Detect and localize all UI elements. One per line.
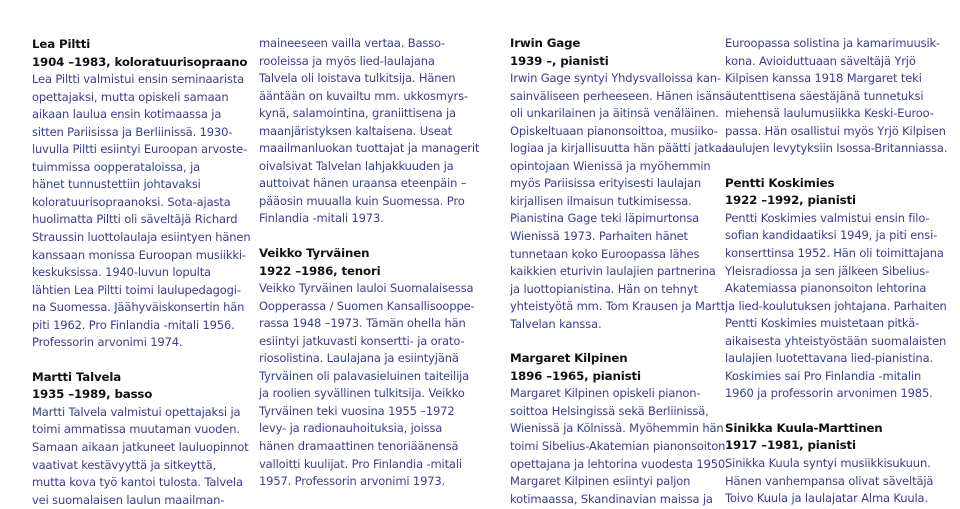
body-line: sainväliseen perheeseen. Hänen isänsä (510, 88, 732, 103)
body-line: Koskimies sai Pro Finlandia -mitalin (725, 368, 922, 383)
body-line: esiintyi jatkuvasti konsertti- ja orato- (259, 333, 465, 348)
bio-years: 1939 –, pianisti (510, 53, 609, 68)
body-line: kanssaan monissa Euroopan musiikki- (32, 247, 246, 262)
bio-lea-piltti (32, 36, 251, 352)
bio-body (259, 35, 480, 228)
body-line: kaikkien eturivin laulajien partnerina (510, 264, 716, 279)
body-line: Wienissä 1973. Parhaiten hänet (510, 229, 688, 244)
body-line: aikaisesta yhteistyöstään suomalaisten (725, 333, 947, 348)
body-line: Opiskeltuaan pianonsoittoa, musiiko- (510, 123, 718, 138)
body-line: Pianistina Gage teki läpimurtonsa (510, 211, 700, 226)
body-line: 1960 ja professorin arvonimen 1985. (725, 386, 933, 401)
bio-irwin-gage (510, 35, 732, 333)
bio-margaret-kilpinen-continued (725, 35, 948, 158)
body-line: Professorin arvonimi 1974. (32, 335, 183, 350)
body-line: Finlandia -mitali 1973. (259, 211, 384, 226)
body-line: keskuksissa. 1940-luvun lopulta (32, 265, 211, 280)
body-line: toimi ammatissa muutaman vuoden. (32, 422, 240, 437)
body-line: hänet tunnustettiin johtavaksi (32, 177, 201, 192)
body-line: lähtien Lea Piltti toimi laulupedagogi- (32, 282, 241, 297)
body-line: ja roolien syvällinen tulkitsija. Veikko (259, 386, 465, 401)
bio-body (510, 70, 732, 333)
bio-margaret-kilpinen (510, 350, 729, 508)
body-line: Pentti Koskimies valmistui ensin filo- (725, 210, 930, 225)
bio-martti-talvela-continued (259, 35, 480, 228)
body-line: Pentti Koskimies muistetaan pitkä- (725, 316, 920, 331)
bio-years: 1922 –1992, pianisti (725, 193, 856, 208)
bio-sinikka-kuula-marttinen (725, 420, 940, 508)
bio-body (510, 385, 729, 508)
body-line: na Suomessa. Jäähyväiskonsertin hän (32, 300, 245, 315)
body-line: Talvela oli loistava tulkitsija. Hänen (259, 71, 456, 86)
bio-name: Margaret Kilpinen (510, 351, 628, 366)
body-line: maailmanluokan tuottajat ja managerit (259, 141, 480, 156)
body-line: Sinikka Kuula syntyi musiikkisukuun. (725, 456, 931, 471)
body-line: vei suomalaisen laulun maailman- (32, 492, 225, 507)
body-line: logiaa ja kirjallisuutta hän päätti jatkaa (510, 141, 729, 156)
bio-body (725, 210, 947, 403)
body-line: opintojaan Wienissä ja myöhemmin (510, 158, 711, 173)
body-line: Euroopassa solistina ja kamarimuusik- (725, 36, 941, 50)
body-line: ja luottopianistina. Hän on tehnyt (510, 281, 698, 296)
bio-body (32, 404, 249, 509)
bio-body (32, 71, 251, 352)
body-line: kona. Avioiduttuaan säveltäjä Yrjö (725, 53, 916, 68)
body-line: Tyrväinen teki vuosina 1955 –1972 (259, 403, 455, 418)
body-line: soittoa Helsingissä sekä Berliinissä, (510, 403, 709, 418)
bio-body (259, 280, 475, 491)
body-line: autenttisena säestäjänä tunnetuksi (725, 88, 924, 103)
body-line: passa. Hän osallistui myös Yrjö Kilpisen (725, 123, 946, 138)
bio-veikko-tyrvainen (259, 245, 475, 491)
body-line: oivalsivat Talvelan lahjakkuuden ja (259, 158, 454, 173)
body-line: vaativat kestävyyttä ja sitkeyttä, (32, 457, 216, 472)
bio-name: Martti Talvela (32, 369, 122, 384)
body-line: Margaret Kilpinen opiskeli pianon- (510, 386, 701, 401)
body-line: kirjallisen ilmaisun tutkimisessa. (510, 193, 692, 208)
bio-body (725, 455, 940, 508)
body-line: laulujen levytyksiin Isossa-Britanniassa. (725, 141, 948, 156)
body-line: Oopperassa / Suomen Kansallisooppe- (259, 298, 475, 313)
body-line: Kilpisen kanssa 1918 Margaret teki (725, 71, 922, 86)
body-line: sofian kandidaatiksi 1949, ja piti ensi- (725, 228, 938, 243)
body-line: maanjäristyksen kaltaisena. Useat (259, 123, 452, 138)
body-line: rassa 1948 –1973. Tämän ohella hän (259, 316, 466, 331)
body-line: Tyrväinen oli palavasieluinen taiteilija (259, 368, 470, 383)
body-line: opettajaksi, mutta opiskeli samaan (32, 89, 229, 104)
body-line: Lea Piltti valmistui ensin seminaarista (32, 72, 244, 87)
body-line: rooleissa ja myös lied-laulajana (259, 53, 435, 68)
body-line: huolimatta Piltti oli säveltäjä Richard (32, 212, 238, 227)
bio-body (725, 35, 948, 158)
body-line: sitten Pariisissa ja Berliinissä. 1930- (32, 124, 233, 139)
body-line: hänen dramaattinen tenoriäänensä (259, 439, 459, 454)
body-line: yhteistyötä mm. Tom Krausen ja Martti (510, 299, 728, 314)
body-line: oli unkarilainen ja äitinsä venäläinen. (510, 106, 719, 121)
body-line: Talvelan kanssa. (510, 316, 602, 331)
body-line: Veikko Tyrväinen lauloi Suomalaisessa (259, 281, 474, 296)
column-1 (32, 0, 251, 509)
body-line: toimi Sibelius-Akatemian pianonsoiton (510, 439, 726, 454)
bio-name: Pentti Koskimies (725, 175, 835, 190)
body-line: koloratuurisopraanoksi. Sota-ajasta (32, 194, 231, 209)
body-line: Hänen vanhempansa olivat säveltäjä (725, 473, 934, 488)
bio-martti-talvela (32, 369, 249, 509)
bio-years: 1935 –1989, basso (32, 387, 153, 402)
body-line: Straussin luottolaulaja esiintyen hänen (32, 230, 251, 245)
column-4 (725, 0, 948, 508)
body-line: luvulla Piltti esiintyi Euroopan arvoste- (32, 142, 248, 157)
body-line: Toivo Kuula ja laulajatar Alma Kuula. (725, 491, 928, 506)
body-line: kotimaassa, Skandinavian maissa ja (510, 491, 713, 506)
body-line: ja lied-koulutuksen johtajana. Parhaiten (725, 298, 947, 313)
bio-years: 1917 –1981, pianisti (725, 438, 856, 453)
body-line: levy- ja radionauhoituksia, joissa (259, 421, 443, 436)
column-3 (510, 0, 732, 508)
body-line: Margaret Kilpinen esiintyi paljon (510, 474, 691, 489)
bio-name: Lea Piltti (32, 37, 91, 51)
bio-years: 1896 –1965, pianisti (510, 368, 641, 383)
body-line: kynä, salamointina, graniittisena ja (259, 106, 456, 121)
body-line: Wienissä ja Kölnissä. Myöhemmin hän (510, 421, 724, 436)
body-line: opettajana ja lehtorina vuodesta 1950. (510, 456, 729, 471)
body-line: aikaan laulua ensin kotimaassa ja (32, 107, 222, 122)
body-line: piti 1962. Pro Finlandia -mitali 1956. (32, 317, 235, 332)
body-line: 1957. Professorin arvonimi 1973. (259, 474, 446, 489)
bio-years: 1922 –1986, tenori (259, 263, 381, 278)
body-line: tuimmissa oopperataloissa, ja (32, 159, 201, 174)
body-line: Yleisradiossa ja sen jälkeen Sibelius- (725, 263, 930, 278)
body-line: konserttinsa 1952. Hän oli toimittajana (725, 246, 944, 261)
body-line: pääosin muualla kuin Suomessa. Pro (259, 193, 465, 208)
body-line: Martti Talvela valmistui opettajaksi ja (32, 404, 241, 419)
body-line: Akatemiassa pianonsoiton lehtorina (725, 281, 927, 296)
column-2 (259, 0, 480, 491)
body-line: miehensä laulumusiikka Keski-Euroo- (725, 106, 934, 121)
body-line: laulajien luotettavana lied-pianistina. (725, 351, 933, 366)
body-line: ääntään on kuvailtu mm. ukkosmyrs- (259, 88, 468, 103)
body-line: valloitti kuulijat. Pro Finlandia -mitali (259, 456, 462, 471)
body-line: riosolistina. Laulajana ja esiintyjänä (259, 351, 459, 366)
body-line: tunnetaan koko Euroopassa lähes (510, 246, 700, 261)
body-line: auttoivat hänen uraansa eteenpäin – (259, 176, 467, 191)
bio-name: Irwin Gage (510, 36, 581, 50)
body-line: maineeseen vailla vertaa. Basso- (259, 36, 446, 50)
bio-name: Veikko Tyrväinen (259, 246, 370, 261)
bio-name: Sinikka Kuula-Marttinen (725, 420, 883, 435)
body-line: Irwin Gage syntyi Yhdysvalloissa kan- (510, 71, 721, 86)
bio-pentti-koskimies (725, 175, 947, 403)
body-line: mutta kova työ kantoi tulosta. Talvela (32, 475, 243, 490)
bio-years: 1904 –1983, koloratuurisopraano (32, 54, 248, 69)
body-line: myös Pariisissa erityisesti laulajan (510, 176, 701, 191)
body-line: Samaan aikaan jatkuneet lauluopinnot (32, 440, 249, 455)
